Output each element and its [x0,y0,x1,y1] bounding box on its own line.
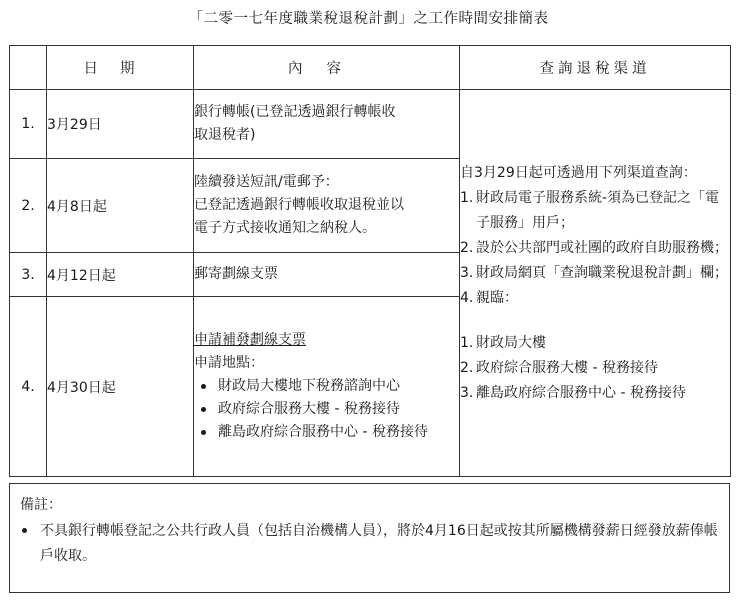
row-number: 2. [10,159,47,253]
notes-label: 備註： [20,497,62,513]
list-item: 財政局大樓地下稅務諮詢中心 [194,375,459,398]
list-item: 4. 親臨： [460,289,518,306]
row-content [194,253,460,297]
content-line: 陸續發送短訊/電郵予： [194,174,339,190]
header-date: 日期 [47,46,194,90]
row-number: 1. [10,90,47,159]
row-content [194,159,460,253]
schedule-table [9,45,731,477]
bullet-dot-icon [22,528,27,533]
list-item: 離島政府綜合服務中心 - 稅務接待 [194,421,459,444]
content-line: 電子方式接收通知之納稅人。 [194,220,376,236]
list-item: 2. 設於公共部門或社團的政府自助服務機； [460,239,728,256]
row-date: 3月29日 [47,90,194,159]
content-heading: 申請補發劃線支票 [194,332,306,348]
list-item: 2. 政府綜合服務大樓 - 稅務接待 [460,359,658,376]
notes-box [9,483,730,593]
document-title: 「二零一七年度職業稅退稅計劃」之工作時間安排簡表 [188,11,549,27]
list-item: 政府綜合服務大樓 - 稅務接待 [194,398,459,421]
channels-cell [460,90,731,477]
channels-intro: 自3月29日起可透過用下列渠道查詢： [460,164,697,181]
row-content [194,90,460,159]
row-number: 4. [10,297,47,477]
content-line: 取退稅者) [194,127,256,143]
note-item: 不具銀行轉帳登記之公共行政人員（包括自治機構人員），將於4月16日起或按其所屬機構發薪日經發放薪俸帳戶收取。 [40,523,718,564]
header-num [10,46,47,90]
header-row [10,46,731,90]
list-item: 3. 離島政府綜合服務中心 - 稅務接待 [460,384,686,401]
visit-locations-list [460,331,730,406]
content-line: 銀行轉帳(已登記透過銀行轉帳收 [194,104,396,120]
header-content: 內容 [194,46,460,90]
list-item: 3. 財政局網頁「查詢職業稅退稅計劃」欄； [460,264,728,281]
header-channels: 查詢退稅渠道 [460,46,731,90]
list-item: 1. 財政局大樓 [460,334,546,351]
content-line: 郵寄劃線支票 [194,266,278,282]
row-date: 4月8日起 [47,159,194,253]
row-content [194,297,460,477]
list-item: 1. 財政局電子服務系統-須為已登記之「電子服務」用戶； [460,189,720,231]
channels-list [460,186,730,311]
table-row [10,90,731,159]
content-subheading: 申請地點： [194,355,264,371]
content-line: 已登記透過銀行轉帳收取退稅並以 [194,197,404,213]
row-date: 4月30日起 [47,297,194,477]
location-list [194,375,459,444]
row-date: 4月12日起 [47,253,194,297]
row-number: 3. [10,253,47,297]
